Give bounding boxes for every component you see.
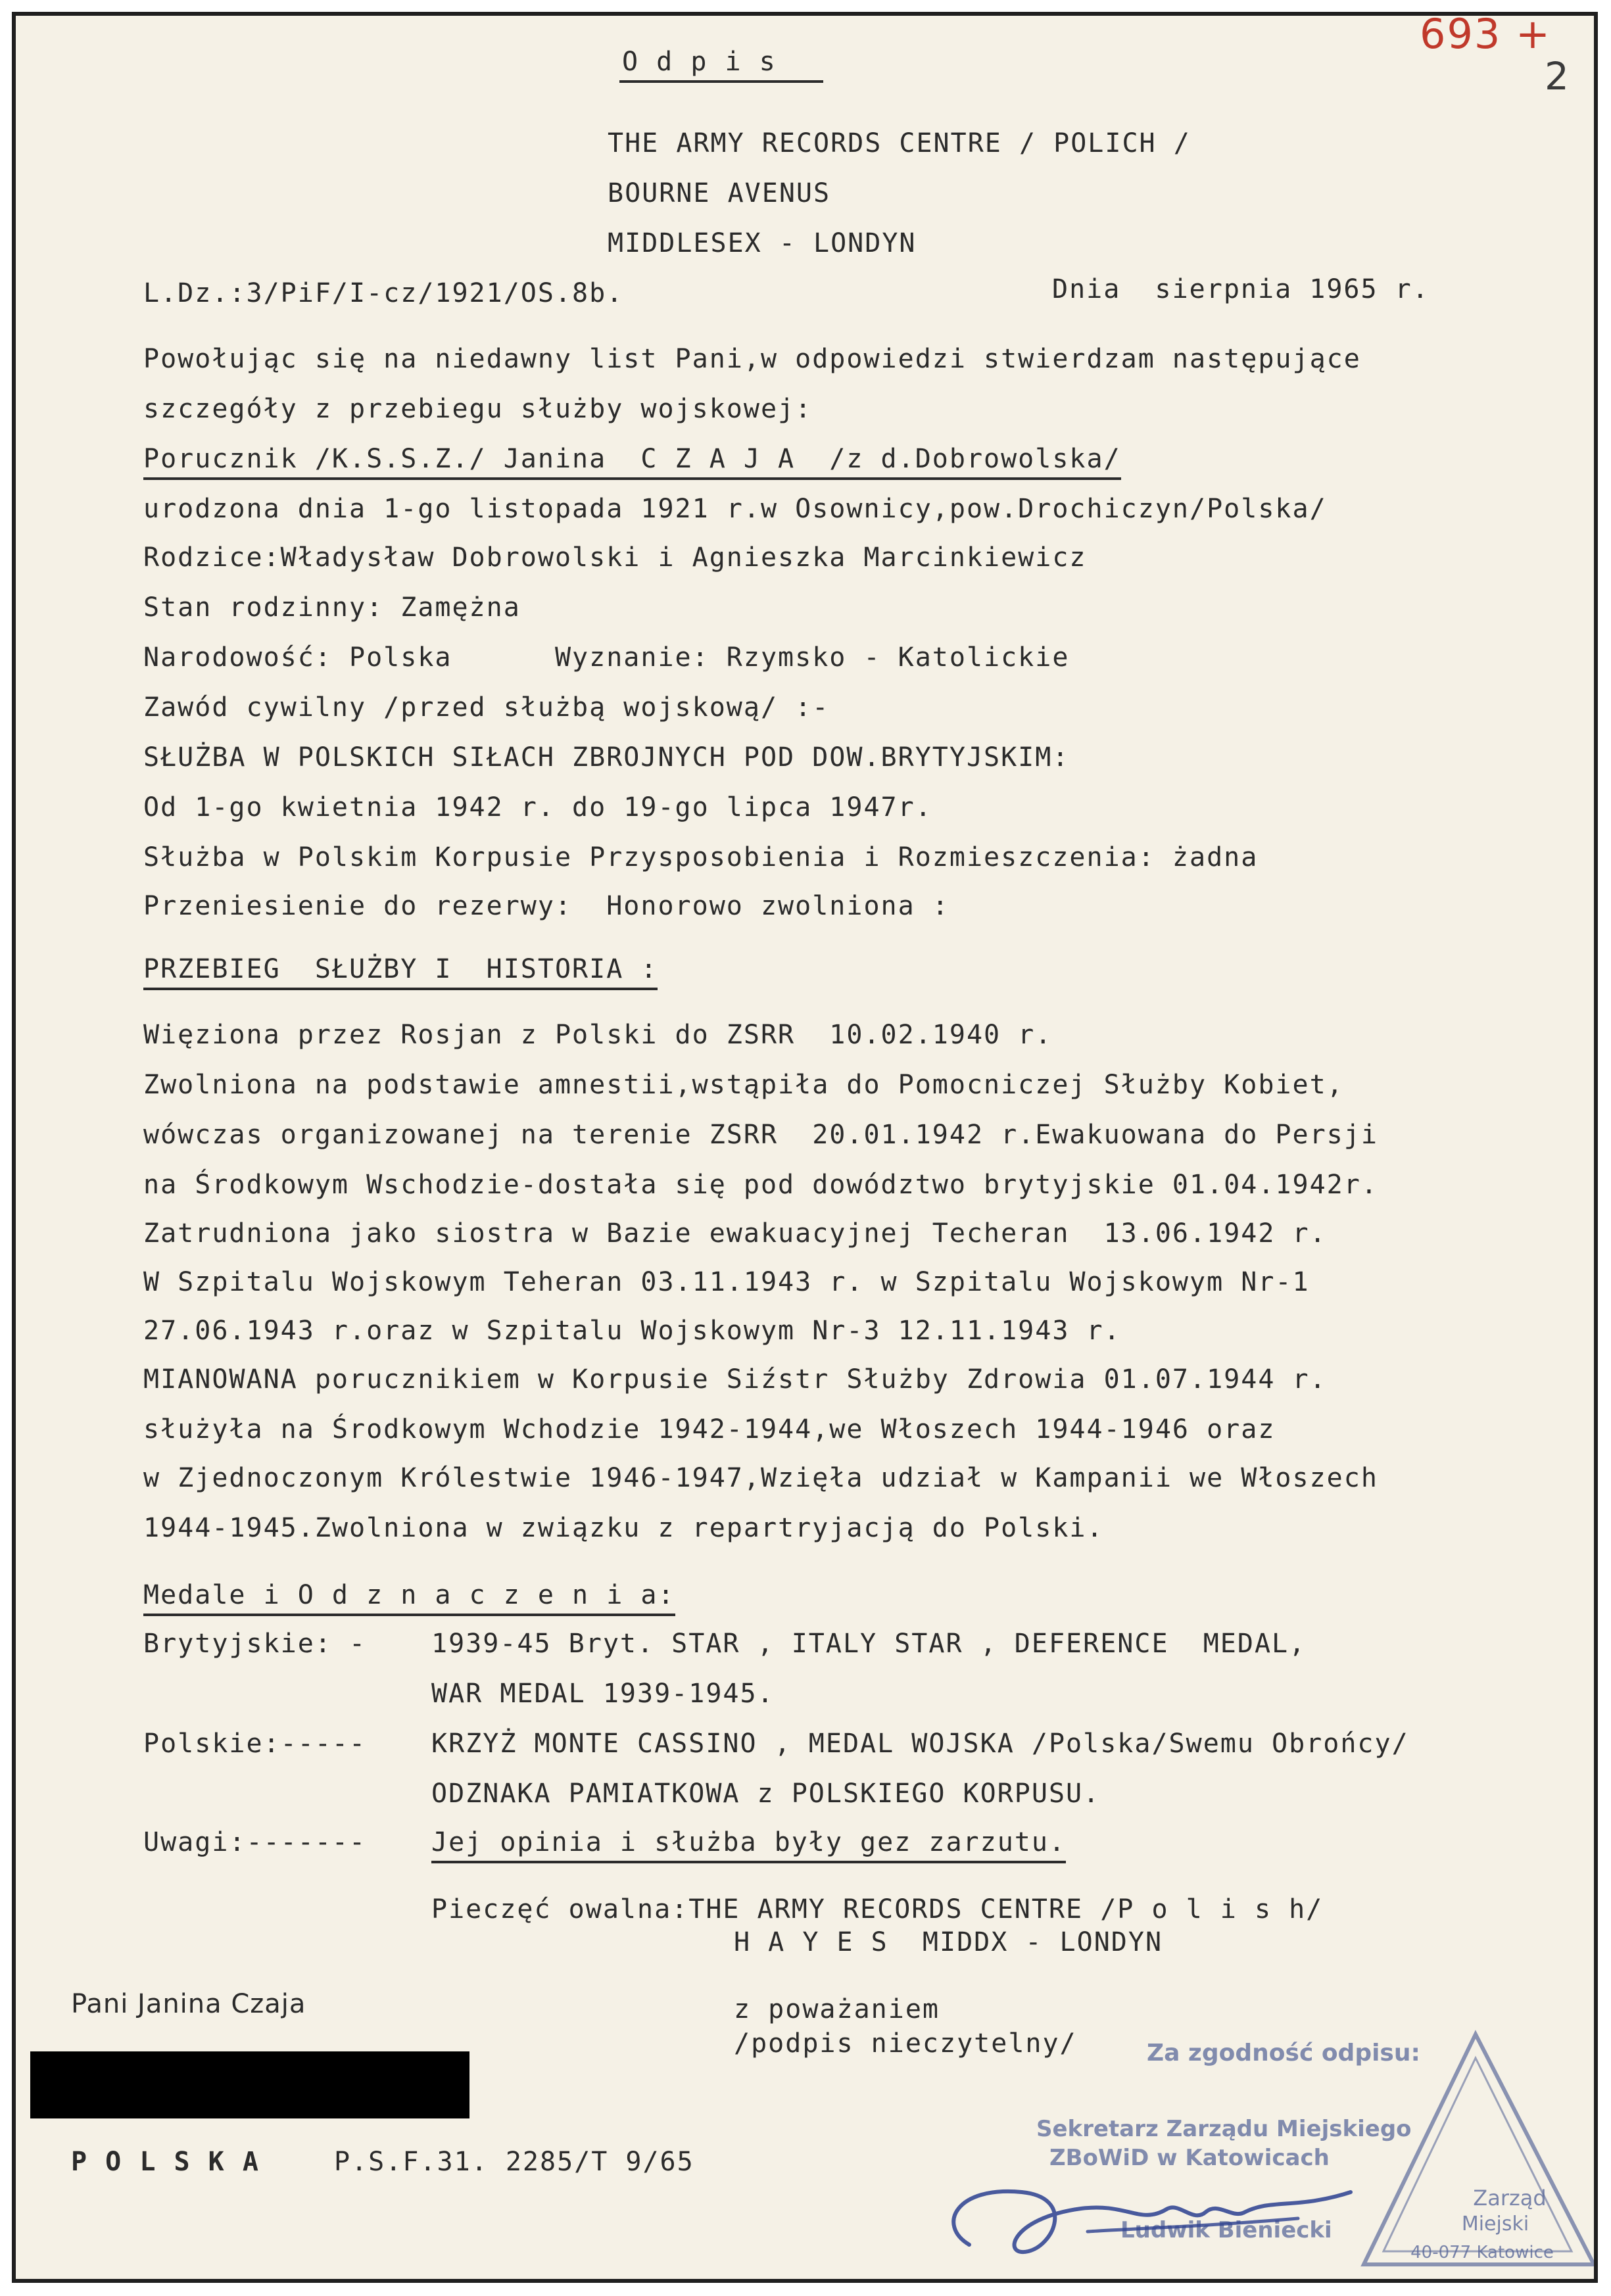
- triangular-stamp: [1357, 2028, 1598, 2278]
- signer-name-stamp: Ludwik Bieniecki: [1120, 2217, 1332, 2243]
- history-line: MIANOWANA porucznikiem w Korpusie Siźstr Służby Zdrowia 01.07.1944 r.: [143, 1364, 1327, 1395]
- history-line: Zatrudniona jako siostra w Bazie ewakuacyjnej Techeran 13.06.1942 r.: [143, 1218, 1327, 1249]
- conformity-stamp: Za zgodność odpisu:: [1147, 2040, 1420, 2067]
- handwritten-signature: [930, 2146, 1390, 2271]
- parents: Rodzice:Władysław Dobrowolski i Agnieszka Marcinkiewicz: [143, 542, 1087, 573]
- service-period: Od 1-go kwietnia 1942 r. do 19-go lipca 1947r.: [143, 792, 932, 823]
- redacted-address-block: [30, 2051, 469, 2118]
- seal-description-2: H A Y E S MIDDX - LONDYN: [734, 1927, 1163, 1957]
- closing-regards: z poważaniem: [734, 1994, 940, 2024]
- civil-profession: Zawód cywilny /przed służbą wojskową/ :-: [143, 692, 830, 723]
- history-line: 1944-1945.Zwolniona w związku z repartryjacją do Polski.: [143, 1513, 1104, 1543]
- archive-number-annotation: 693 +: [1420, 12, 1551, 58]
- page-number-annotation: 2: [1545, 54, 1570, 99]
- document-page: [12, 12, 1598, 2283]
- service-header: SŁUŻBA W POLSKICH SIŁACH ZBROJNYCH POD DOW.BRYTYJSKIM:: [143, 742, 1070, 773]
- stamp-text-miejski: Miejski: [1461, 2212, 1529, 2236]
- british-medals-line-2: WAR MEDAL 1939-1945.: [431, 1679, 775, 1709]
- marital-status: Stan rodzinny: Zamężna: [143, 592, 521, 623]
- address-line-3: MIDDLESEX - LONDYN: [608, 228, 917, 258]
- history-heading: PRZEBIEG SŁUŻBY I HISTORIA :: [143, 953, 658, 990]
- stamp-text-zarzad: Zarząd: [1473, 2186, 1547, 2211]
- reference-number: L.Dz.:3/PiF/I-cz/1921/OS.8b.: [143, 278, 624, 308]
- birth-details: urodzona dnia 1-go listopada 1921 r.w Osownicy,pow.Drochiczyn/Polska/: [143, 494, 1327, 524]
- registry-code: P.S.F.31. 2285/T 9/65: [334, 2147, 694, 2177]
- medals-heading: Medale i O d z n a c z e n i a:: [143, 1579, 675, 1616]
- history-line: Zwolniona na podstawie amnestii,wstąpiła do Pomocniczej Służby Kobiet,: [143, 1070, 1344, 1100]
- british-medals-label: Brytyjskie: -: [143, 1629, 367, 1659]
- remarks-label: Uwagi:-------: [143, 1827, 367, 1857]
- history-line: w Zjednoczonym Królestwie 1946-1947,Wzięła udział w Kampanii we Włoszech: [143, 1463, 1378, 1493]
- reserve-transfer: Przeniesienie do rezerwy: Honorowo zwolniona :: [143, 891, 950, 921]
- history-line: na Środkowym Wschodzie-dostała się pod dowództwo brytyjskie 01.04.1942r.: [143, 1170, 1378, 1200]
- polish-medals-label: Polskie:-----: [143, 1729, 367, 1759]
- history-line: 27.06.1943 r.oraz w Szpitalu Wojskowym Nr-3 12.11.1943 r.: [143, 1316, 1121, 1346]
- history-line: Więziona przez Rosjan z Polski do ZSRR 10.02.1940 r.: [143, 1020, 1053, 1050]
- stamp-text-address: 40-077 Katowice: [1410, 2243, 1554, 2262]
- polish-medals-line-2: ODZNAKA PAMIATKOWA z POLSKIEGO KORPUSU.: [431, 1779, 1101, 1809]
- history-line: W Szpitalu Wojskowym Teheran 03.11.1943 r. w Szpitalu Wojskowym Nr-1: [143, 1267, 1310, 1297]
- address-line-2: BOURNE AVENUS: [608, 178, 831, 208]
- polish-medals-line-1: KRZYŻ MONTE CASSINO , MEDAL WOJSKA /Polska/Swemu Obrońcy/: [431, 1729, 1409, 1759]
- seal-description-1: Pieczęć owalna:THE ARMY RECORDS CENTRE /P o l i s h/: [431, 1894, 1324, 1925]
- intro-line-1: Powołując się na niedawny list Pani,w odpowiedzi stwierdzam następujące: [143, 344, 1361, 374]
- secretary-stamp-line-1: Sekretarz Zarządu Miejskiego: [1036, 2116, 1412, 2142]
- signature-note: /podpis nieczytelny/: [734, 2028, 1077, 2059]
- nationality-religion: Narodowość: Polska Wyznanie: Rzymsko - Katolickie: [143, 642, 1070, 673]
- intro-line-2: szczegóły z przebiegu służby wojskowej:: [143, 394, 813, 424]
- letter-date: Dnia sierpnia 1965 r.: [1052, 274, 1430, 304]
- british-medals-line-1: 1939-45 Bryt. STAR , ITALY STAR , DEFERENCE MEDAL,: [431, 1629, 1307, 1659]
- recipient-name: Pani Janina Czaja: [71, 1989, 306, 2019]
- recipient-country: P O L S K A: [71, 2147, 260, 2177]
- document-title: O d p i s: [622, 47, 777, 77]
- history-line: wówczas organizowanej na terenie ZSRR 20.01.1942 r.Ewakuowana do Persji: [143, 1120, 1378, 1150]
- corps-service: Służba w Polskim Korpusie Przysposobienia i Rozmieszczenia: żadna: [143, 842, 1259, 873]
- title-underline: [619, 80, 823, 83]
- service-member-name: Porucznik /K.S.S.Z./ Janina C Z A J A /z d.Dobrowolska/: [143, 443, 1121, 480]
- address-line-1: THE ARMY RECORDS CENTRE / POLICH /: [608, 128, 1191, 158]
- history-line: służyła na Środkowym Wchodzie 1942-1944,we Włoszech 1944-1946 oraz: [143, 1414, 1276, 1445]
- remarks-text: Jej opinia i służba były gez zarzutu.: [431, 1827, 1066, 1863]
- secretary-stamp-line-2: ZBoWiD w Katowicach: [1049, 2145, 1330, 2171]
